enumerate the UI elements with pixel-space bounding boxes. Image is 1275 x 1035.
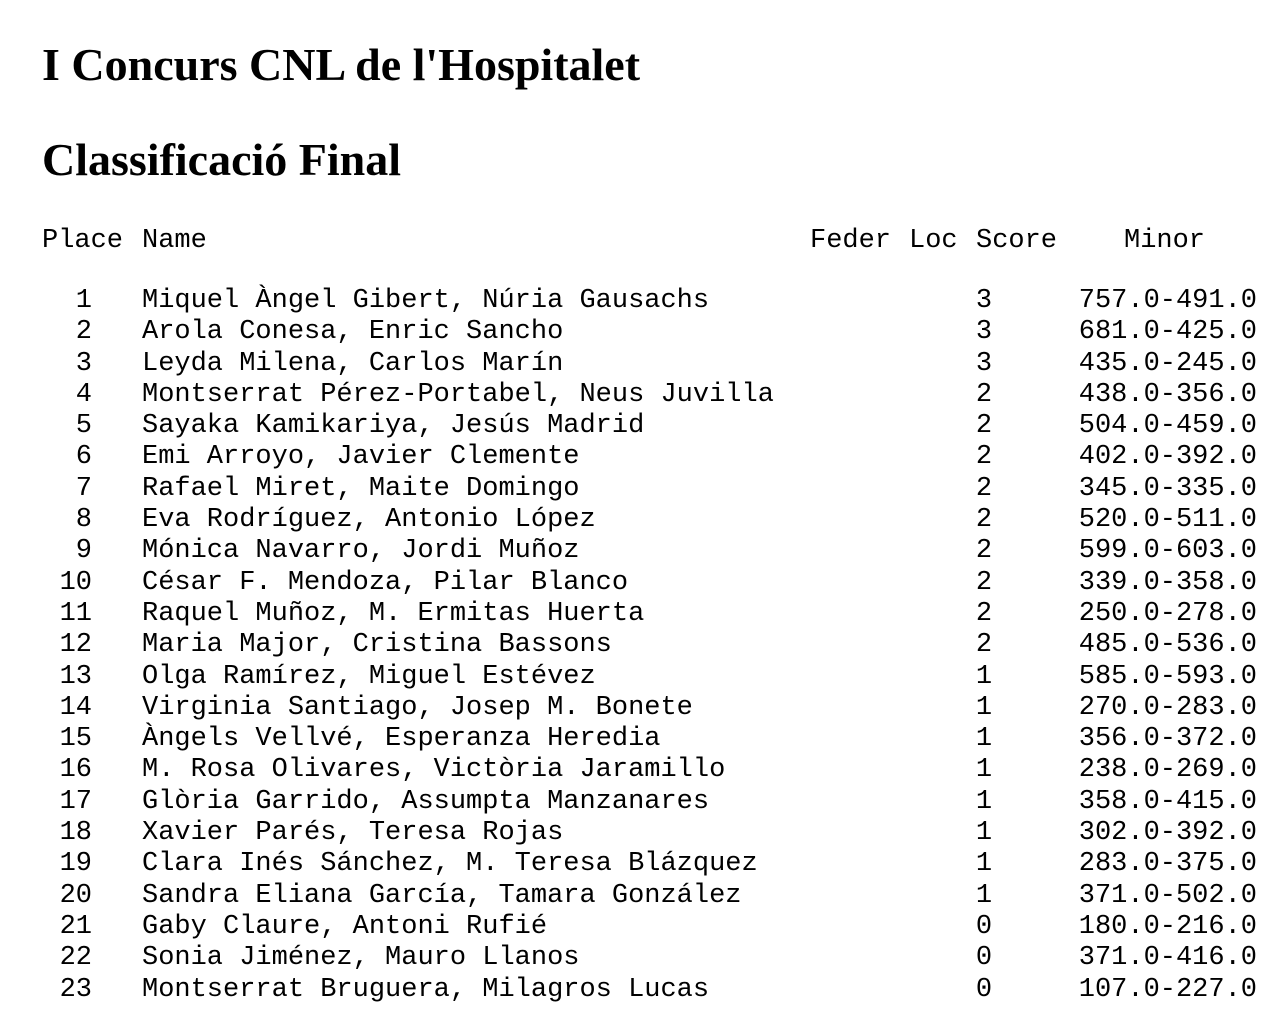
row-score: 1 xyxy=(975,880,993,911)
table-row xyxy=(0,413,1275,444)
row-place: 16 xyxy=(59,755,92,786)
row-minor: 238.0-269.0 xyxy=(1078,755,1257,786)
table-row xyxy=(0,726,1275,757)
row-minor: 599.0-603.0 xyxy=(1078,536,1257,567)
row-score: 1 xyxy=(975,661,993,692)
row-place: 14 xyxy=(59,692,92,723)
row-minor: 757.0-491.0 xyxy=(1078,286,1257,316)
header-loc: Loc xyxy=(909,226,958,256)
row-place: 18 xyxy=(59,818,92,849)
row-minor: 339.0-358.0 xyxy=(1078,567,1257,598)
row-minor: 438.0-356.0 xyxy=(1078,379,1257,410)
row-place: 2 xyxy=(75,317,92,348)
row-score: 3 xyxy=(975,286,993,316)
header-name: Name xyxy=(142,226,207,256)
row-score: 3 xyxy=(975,348,993,379)
table-row xyxy=(0,757,1275,788)
row-score: 2 xyxy=(975,379,993,410)
row-score: 2 xyxy=(975,411,993,442)
row-score: 2 xyxy=(975,567,993,598)
row-score: 1 xyxy=(975,818,993,849)
row-place: 9 xyxy=(75,536,92,567)
row-name: Montserrat Pérez-Portabel, Neus Juvilla xyxy=(142,379,774,410)
table-row xyxy=(0,348,1275,382)
row-score: 1 xyxy=(975,849,993,880)
row-name: Rafael Miret, Maite Domingo xyxy=(142,473,580,504)
table-row xyxy=(0,911,1275,945)
row-name: Arola Conesa, Enric Sancho xyxy=(142,317,564,348)
row-place: 7 xyxy=(75,473,92,504)
row-place: 10 xyxy=(59,567,92,598)
row-name: Mónica Navarro, Jordi Muñoz xyxy=(142,536,580,567)
row-minor: 371.0-502.0 xyxy=(1078,880,1257,911)
row-name: Emi Arroyo, Javier Clemente xyxy=(142,442,580,473)
row-score: 0 xyxy=(975,943,993,974)
row-minor: 356.0-372.0 xyxy=(1078,724,1257,755)
table-row xyxy=(0,319,1275,350)
row-name: Gaby Claure, Antoni Rufié xyxy=(142,911,548,942)
header-score: Score xyxy=(976,226,1058,256)
table-row xyxy=(0,880,1275,914)
row-name: Sonia Jiménez, Mauro Llanos xyxy=(142,943,580,974)
row-minor: 520.0-511.0 xyxy=(1078,505,1257,536)
row-place: 4 xyxy=(75,379,92,410)
row-score: 1 xyxy=(975,755,993,786)
page-title: I Concurs CNL de l'Hospitalet xyxy=(42,39,641,90)
row-score: 2 xyxy=(975,473,993,504)
row-name: Eva Rodríguez, Antonio López xyxy=(142,505,596,536)
row-name: Miquel Àngel Gibert, Núria Gausachs xyxy=(142,286,710,316)
row-place: 11 xyxy=(59,598,92,629)
table-row xyxy=(0,851,1275,882)
row-minor: 435.0-245.0 xyxy=(1078,348,1257,379)
row-name: M. Rosa Olivares, Victòria Jaramillo xyxy=(142,755,726,786)
row-place: 1 xyxy=(75,286,92,316)
row-name: Maria Major, Cristina Bassons xyxy=(142,630,612,661)
row-place: 22 xyxy=(59,943,92,974)
table-row xyxy=(0,538,1275,569)
header-feder: Feder xyxy=(810,226,892,256)
row-minor: 485.0-536.0 xyxy=(1078,630,1257,661)
table-row xyxy=(0,379,1275,413)
row-name: Sandra Eliana García, Tamara González xyxy=(142,880,742,911)
row-minor: 107.0-227.0 xyxy=(1078,974,1257,1005)
row-minor: 283.0-375.0 xyxy=(1078,849,1257,880)
row-name: Glòria Garrido, Assumpta Manzanares xyxy=(142,786,710,817)
row-score: 1 xyxy=(975,724,993,755)
row-score: 0 xyxy=(975,911,993,942)
table-row xyxy=(0,820,1275,851)
header-minor: Minor xyxy=(1124,226,1206,256)
row-minor: 681.0-425.0 xyxy=(1078,317,1257,348)
row-score: 2 xyxy=(975,442,993,473)
table-row xyxy=(0,288,1275,319)
row-minor: 358.0-415.0 xyxy=(1078,786,1257,817)
header-place: Place xyxy=(42,226,124,256)
row-score: 3 xyxy=(975,317,993,348)
row-name: Àngels Vellvé, Esperanza Heredia xyxy=(142,724,661,755)
row-minor: 504.0-459.0 xyxy=(1078,411,1257,442)
row-place: 21 xyxy=(59,911,92,942)
row-name: Virginia Santiago, Josep M. Bonete xyxy=(142,692,693,723)
row-name: César F. Mendoza, Pilar Blanco xyxy=(142,567,629,598)
row-score: 2 xyxy=(975,630,993,661)
row-minor: 180.0-216.0 xyxy=(1078,911,1257,942)
row-score: 1 xyxy=(975,692,993,723)
table-header xyxy=(0,228,1275,258)
table-row xyxy=(0,974,1275,1008)
table-row xyxy=(0,507,1275,538)
table-row xyxy=(0,632,1275,663)
row-place: 6 xyxy=(75,442,92,473)
row-score: 2 xyxy=(975,598,993,629)
row-place: 13 xyxy=(59,661,92,692)
row-name: Xavier Parés, Teresa Rojas xyxy=(142,818,564,849)
row-place: 15 xyxy=(59,724,92,755)
table-row xyxy=(0,692,1275,726)
table-row xyxy=(0,473,1275,507)
row-name: Clara Inés Sánchez, M. Teresa Blázquez xyxy=(142,849,758,880)
table-row xyxy=(0,598,1275,632)
row-place: 17 xyxy=(59,786,92,817)
row-place: 5 xyxy=(75,411,92,442)
table-row xyxy=(0,444,1275,475)
table-row xyxy=(0,661,1275,695)
row-minor: 402.0-392.0 xyxy=(1078,442,1257,473)
row-minor: 345.0-335.0 xyxy=(1078,473,1257,504)
row-place: 3 xyxy=(75,348,92,379)
row-name: Raquel Muñoz, M. Ermitas Huerta xyxy=(142,598,645,629)
row-place: 8 xyxy=(75,505,92,536)
row-name: Montserrat Bruguera, Milagros Lucas xyxy=(142,974,710,1005)
row-score: 2 xyxy=(975,536,993,567)
table-row xyxy=(0,945,1275,976)
table-row xyxy=(0,786,1275,820)
row-minor: 585.0-593.0 xyxy=(1078,661,1257,692)
row-place: 12 xyxy=(59,630,92,661)
row-name: Leyda Milena, Carlos Marín xyxy=(142,348,564,379)
row-name: Olga Ramírez, Miguel Estévez xyxy=(142,661,596,692)
row-place: 19 xyxy=(59,849,92,880)
row-place: 20 xyxy=(59,880,92,911)
row-minor: 250.0-278.0 xyxy=(1078,598,1257,629)
row-score: 1 xyxy=(975,786,993,817)
row-score: 2 xyxy=(975,505,993,536)
table-row xyxy=(0,567,1275,601)
row-minor: 270.0-283.0 xyxy=(1078,692,1257,723)
row-score: 0 xyxy=(975,974,993,1005)
row-minor: 371.0-416.0 xyxy=(1078,943,1257,974)
page-subtitle: Classificació Final xyxy=(42,134,402,185)
standings-table xyxy=(0,288,1275,1008)
row-minor: 302.0-392.0 xyxy=(1078,818,1257,849)
row-name: Sayaka Kamikariya, Jesús Madrid xyxy=(142,411,645,442)
row-place: 23 xyxy=(59,974,92,1005)
